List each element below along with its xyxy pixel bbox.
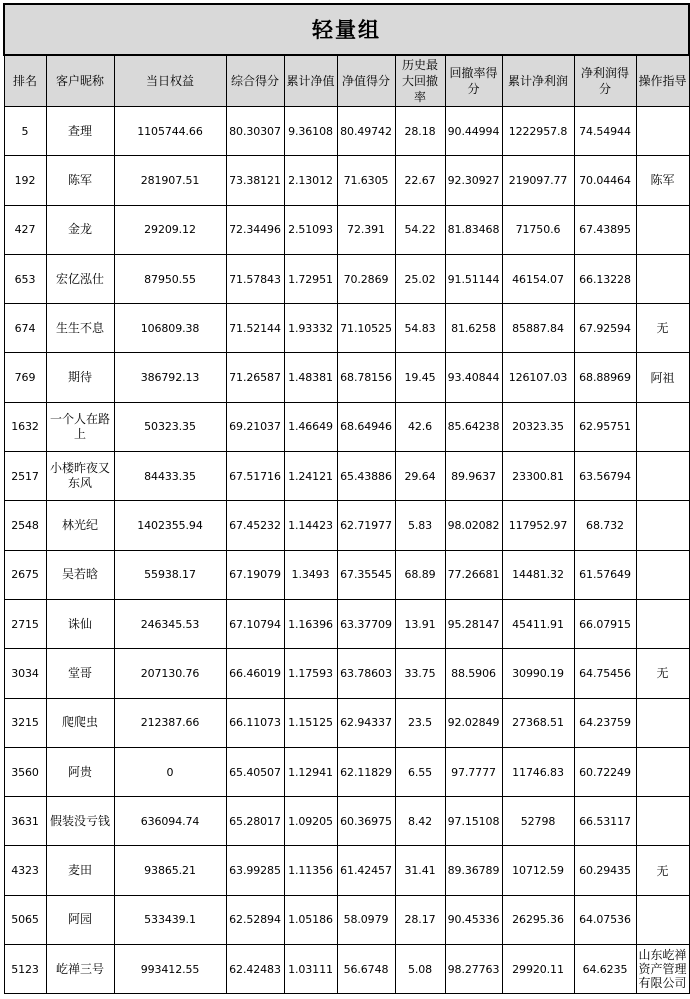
nickname-cell: 林光纪	[46, 501, 114, 550]
score-cell: 71.52144	[226, 304, 284, 353]
drawdown-cell: 54.22	[395, 205, 445, 254]
equity-cell: 212387.66	[114, 698, 226, 747]
col-guide-header: 操作指导	[636, 55, 689, 107]
profit-cell: 10712.59	[502, 846, 574, 895]
nav-score-cell: 70.2869	[337, 254, 395, 303]
drawdown-score-cell: 92.30927	[445, 156, 502, 205]
rank-cell: 2675	[4, 550, 46, 599]
profit-cell: 46154.07	[502, 254, 574, 303]
drawdown-score-cell: 97.7777	[445, 747, 502, 796]
drawdown-score-cell: 88.5906	[445, 649, 502, 698]
table-row	[4, 895, 689, 944]
score-cell: 62.52894	[226, 895, 284, 944]
nickname-cell: 诛仙	[46, 599, 114, 648]
profit-score-cell: 63.56794	[574, 452, 636, 501]
rank-cell: 192	[4, 156, 46, 205]
nav-cell: 1.11356	[284, 846, 337, 895]
drawdown-score-cell: 90.44994	[445, 107, 502, 156]
table-row	[4, 304, 689, 353]
drawdown-cell: 5.83	[395, 501, 445, 550]
drawdown-score-cell: 89.9637	[445, 452, 502, 501]
drawdown-cell: 13.91	[395, 599, 445, 648]
drawdown-cell: 29.64	[395, 452, 445, 501]
drawdown-score-cell: 77.26681	[445, 550, 502, 599]
nav-cell: 1.48381	[284, 353, 337, 402]
profit-cell: 26295.36	[502, 895, 574, 944]
score-cell: 66.11073	[226, 698, 284, 747]
nav-score-cell: 68.64946	[337, 402, 395, 451]
profit-score-cell: 66.13228	[574, 254, 636, 303]
profit-score-cell: 64.23759	[574, 698, 636, 747]
table-row	[4, 501, 689, 550]
rank-cell: 2517	[4, 452, 46, 501]
profit-score-cell: 60.29435	[574, 846, 636, 895]
profit-cell: 52798	[502, 797, 574, 846]
table-row	[4, 452, 689, 501]
profit-score-cell: 64.07536	[574, 895, 636, 944]
drawdown-score-cell: 93.40844	[445, 353, 502, 402]
profit-cell: 1222957.8	[502, 107, 574, 156]
profit-score-cell: 66.53117	[574, 797, 636, 846]
drawdown-cell: 22.67	[395, 156, 445, 205]
nav-score-cell: 72.391	[337, 205, 395, 254]
profit-score-cell: 70.04464	[574, 156, 636, 205]
profit-cell: 126107.03	[502, 353, 574, 402]
rank-cell: 3631	[4, 797, 46, 846]
score-cell: 80.30307	[226, 107, 284, 156]
nav-score-cell: 58.0979	[337, 895, 395, 944]
ranking-sheet	[3, 3, 687, 994]
equity-cell: 84433.35	[114, 452, 226, 501]
nickname-cell: 麦田	[46, 846, 114, 895]
nav-cell: 1.14423	[284, 501, 337, 550]
drawdown-cell: 5.08	[395, 945, 445, 994]
nickname-cell: 宏亿泓仕	[46, 254, 114, 303]
table-row	[4, 747, 689, 796]
table-row	[4, 107, 689, 156]
rank-cell: 3560	[4, 747, 46, 796]
table-row	[4, 550, 689, 599]
profit-score-cell: 66.07915	[574, 599, 636, 648]
profit-score-cell: 62.95751	[574, 402, 636, 451]
score-cell: 71.26587	[226, 353, 284, 402]
profit-cell: 20323.35	[502, 402, 574, 451]
drawdown-score-cell: 85.64238	[445, 402, 502, 451]
guide-cell: 无	[636, 304, 689, 353]
col-nav-header: 累计净值	[284, 55, 337, 107]
equity-cell: 386792.13	[114, 353, 226, 402]
table-row	[4, 402, 689, 451]
nav-score-cell: 60.36975	[337, 797, 395, 846]
col-nav-score-header: 净值得分	[337, 55, 395, 107]
nav-cell: 1.03111	[284, 945, 337, 994]
profit-score-cell: 64.6235	[574, 945, 636, 994]
table-body	[4, 107, 689, 994]
ranking-table	[3, 3, 690, 994]
drawdown-cell: 31.41	[395, 846, 445, 895]
equity-cell: 1402355.94	[114, 501, 226, 550]
nav-cell: 9.36108	[284, 107, 337, 156]
guide-cell	[636, 698, 689, 747]
profit-cell: 117952.97	[502, 501, 574, 550]
nickname-cell: 吴若晗	[46, 550, 114, 599]
equity-cell: 207130.76	[114, 649, 226, 698]
drawdown-cell: 19.45	[395, 353, 445, 402]
profit-cell: 23300.81	[502, 452, 574, 501]
drawdown-cell: 54.83	[395, 304, 445, 353]
guide-cell	[636, 599, 689, 648]
col-score-header: 综合得分	[226, 55, 284, 107]
guide-cell	[636, 205, 689, 254]
nav-score-cell: 62.94337	[337, 698, 395, 747]
col-drawdown-score-header: 回撤率得分	[445, 55, 502, 107]
rank-cell: 2715	[4, 599, 46, 648]
profit-cell: 14481.32	[502, 550, 574, 599]
nickname-cell: 爬爬虫	[46, 698, 114, 747]
score-cell: 71.57843	[226, 254, 284, 303]
profit-cell: 27368.51	[502, 698, 574, 747]
drawdown-cell: 8.42	[395, 797, 445, 846]
nickname-cell: 一个人在路上	[46, 402, 114, 451]
col-equity-header: 当日权益	[114, 55, 226, 107]
nav-score-cell: 61.42457	[337, 846, 395, 895]
profit-score-cell: 60.72249	[574, 747, 636, 796]
score-cell: 67.51716	[226, 452, 284, 501]
drawdown-score-cell: 98.02082	[445, 501, 502, 550]
nav-cell: 1.16396	[284, 599, 337, 648]
nav-cell: 2.13012	[284, 156, 337, 205]
nickname-cell: 小楼昨夜又东风	[46, 452, 114, 501]
nav-score-cell: 71.10525	[337, 304, 395, 353]
guide-cell: 阿祖	[636, 353, 689, 402]
nav-cell: 1.15125	[284, 698, 337, 747]
table-row	[4, 649, 689, 698]
col-profit-header: 累计净利润	[502, 55, 574, 107]
guide-cell	[636, 550, 689, 599]
profit-score-cell: 67.43895	[574, 205, 636, 254]
drawdown-cell: 28.18	[395, 107, 445, 156]
guide-cell: 无	[636, 846, 689, 895]
table-row	[4, 205, 689, 254]
table-row	[4, 254, 689, 303]
equity-cell: 0	[114, 747, 226, 796]
table-row	[4, 698, 689, 747]
nickname-cell: 假装没亏钱	[46, 797, 114, 846]
guide-cell: 陈军	[636, 156, 689, 205]
guide-cell: 山东屹禅资产管理有限公司	[636, 945, 689, 994]
score-cell: 65.40507	[226, 747, 284, 796]
nav-cell: 1.24121	[284, 452, 337, 501]
drawdown-cell: 6.55	[395, 747, 445, 796]
guide-cell: 无	[636, 649, 689, 698]
rank-cell: 3215	[4, 698, 46, 747]
guide-cell	[636, 452, 689, 501]
equity-cell: 246345.53	[114, 599, 226, 648]
drawdown-cell: 33.75	[395, 649, 445, 698]
score-cell: 67.19079	[226, 550, 284, 599]
nickname-cell: 堂哥	[46, 649, 114, 698]
equity-cell: 29209.12	[114, 205, 226, 254]
drawdown-score-cell: 90.45336	[445, 895, 502, 944]
score-cell: 66.46019	[226, 649, 284, 698]
profit-score-cell: 64.75456	[574, 649, 636, 698]
rank-cell: 427	[4, 205, 46, 254]
nav-score-cell: 63.78603	[337, 649, 395, 698]
drawdown-score-cell: 97.15108	[445, 797, 502, 846]
profit-cell: 11746.83	[502, 747, 574, 796]
nav-score-cell: 68.78156	[337, 353, 395, 402]
col-rank-header: 排名	[4, 55, 46, 107]
nickname-cell: 屹禅三号	[46, 945, 114, 994]
drawdown-cell: 23.5	[395, 698, 445, 747]
profit-score-cell: 61.57649	[574, 550, 636, 599]
profit-score-cell: 68.732	[574, 501, 636, 550]
nav-cell: 1.17593	[284, 649, 337, 698]
rank-cell: 4323	[4, 846, 46, 895]
drawdown-score-cell: 81.6258	[445, 304, 502, 353]
nav-score-cell: 62.71977	[337, 501, 395, 550]
nav-cell: 1.46649	[284, 402, 337, 451]
rank-cell: 5	[4, 107, 46, 156]
score-cell: 69.21037	[226, 402, 284, 451]
table-row	[4, 945, 689, 994]
nickname-cell: 生生不息	[46, 304, 114, 353]
profit-cell: 71750.6	[502, 205, 574, 254]
table-title: 轻量组	[4, 4, 689, 55]
nav-score-cell: 71.6305	[337, 156, 395, 205]
nickname-cell: 查理	[46, 107, 114, 156]
rank-cell: 674	[4, 304, 46, 353]
guide-cell	[636, 107, 689, 156]
nav-score-cell: 56.6748	[337, 945, 395, 994]
rank-cell: 5065	[4, 895, 46, 944]
nav-cell: 1.12941	[284, 747, 337, 796]
score-cell: 62.42483	[226, 945, 284, 994]
drawdown-score-cell: 89.36789	[445, 846, 502, 895]
guide-cell	[636, 402, 689, 451]
profit-cell: 45411.91	[502, 599, 574, 648]
rank-cell: 5123	[4, 945, 46, 994]
col-profit-score-header: 净利润得分	[574, 55, 636, 107]
drawdown-score-cell: 92.02849	[445, 698, 502, 747]
drawdown-cell: 28.17	[395, 895, 445, 944]
nav-cell: 1.3493	[284, 550, 337, 599]
nickname-cell: 阿贵	[46, 747, 114, 796]
equity-cell: 993412.55	[114, 945, 226, 994]
drawdown-score-cell: 98.27763	[445, 945, 502, 994]
table-row	[4, 156, 689, 205]
nav-score-cell: 67.35545	[337, 550, 395, 599]
equity-cell: 281907.51	[114, 156, 226, 205]
table-row	[4, 797, 689, 846]
profit-score-cell: 67.92594	[574, 304, 636, 353]
drawdown-cell: 42.6	[395, 402, 445, 451]
nav-score-cell: 62.11829	[337, 747, 395, 796]
drawdown-cell: 25.02	[395, 254, 445, 303]
rank-cell: 3034	[4, 649, 46, 698]
table-row	[4, 846, 689, 895]
equity-cell: 533439.1	[114, 895, 226, 944]
nav-cell: 1.93332	[284, 304, 337, 353]
drawdown-cell: 68.89	[395, 550, 445, 599]
col-drawdown-header: 历史最大回撤率	[395, 55, 445, 107]
guide-cell	[636, 895, 689, 944]
score-cell: 65.28017	[226, 797, 284, 846]
equity-cell: 87950.55	[114, 254, 226, 303]
score-cell: 72.34496	[226, 205, 284, 254]
equity-cell: 106809.38	[114, 304, 226, 353]
score-cell: 63.99285	[226, 846, 284, 895]
rank-cell: 653	[4, 254, 46, 303]
nav-score-cell: 65.43886	[337, 452, 395, 501]
guide-cell	[636, 501, 689, 550]
score-cell: 67.45232	[226, 501, 284, 550]
nav-cell: 1.72951	[284, 254, 337, 303]
nickname-cell: 期待	[46, 353, 114, 402]
header-row	[4, 55, 689, 107]
profit-cell: 85887.84	[502, 304, 574, 353]
drawdown-score-cell: 81.83468	[445, 205, 502, 254]
table-row	[4, 353, 689, 402]
nickname-cell: 金龙	[46, 205, 114, 254]
rank-cell: 2548	[4, 501, 46, 550]
rank-cell: 769	[4, 353, 46, 402]
rank-cell: 1632	[4, 402, 46, 451]
nickname-cell: 阿园	[46, 895, 114, 944]
profit-cell: 29920.11	[502, 945, 574, 994]
profit-cell: 219097.77	[502, 156, 574, 205]
score-cell: 67.10794	[226, 599, 284, 648]
drawdown-score-cell: 95.28147	[445, 599, 502, 648]
profit-cell: 30990.19	[502, 649, 574, 698]
nav-cell: 1.09205	[284, 797, 337, 846]
guide-cell	[636, 797, 689, 846]
col-nickname-header: 客户昵称	[46, 55, 114, 107]
nav-cell: 1.05186	[284, 895, 337, 944]
drawdown-score-cell: 91.51144	[445, 254, 502, 303]
table-row	[4, 599, 689, 648]
nickname-cell: 陈军	[46, 156, 114, 205]
nav-score-cell: 63.37709	[337, 599, 395, 648]
nav-cell: 2.51093	[284, 205, 337, 254]
guide-cell	[636, 747, 689, 796]
equity-cell: 55938.17	[114, 550, 226, 599]
equity-cell: 1105744.66	[114, 107, 226, 156]
score-cell: 73.38121	[226, 156, 284, 205]
profit-score-cell: 74.54944	[574, 107, 636, 156]
equity-cell: 93865.21	[114, 846, 226, 895]
guide-cell	[636, 254, 689, 303]
profit-score-cell: 68.88969	[574, 353, 636, 402]
equity-cell: 50323.35	[114, 402, 226, 451]
equity-cell: 636094.74	[114, 797, 226, 846]
nav-score-cell: 80.49742	[337, 107, 395, 156]
